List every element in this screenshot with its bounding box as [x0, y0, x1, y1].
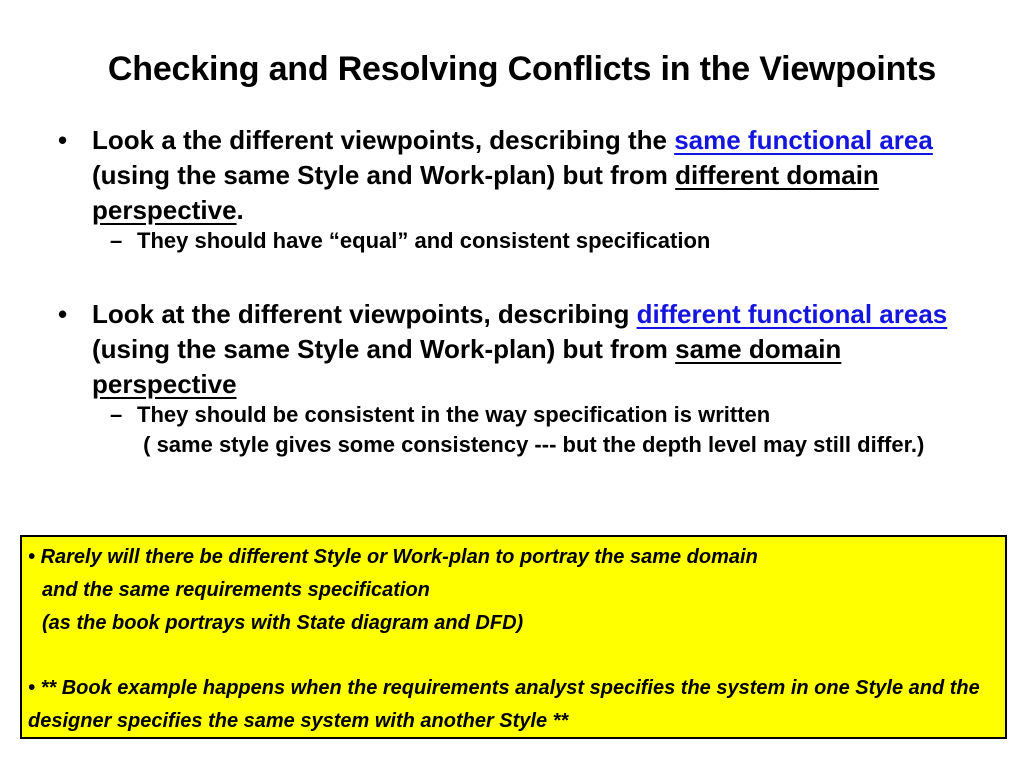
sub-bullet-2 [110, 400, 990, 460]
callout-line-2: and the same requirements specification [42, 579, 430, 601]
link-same-functional-area[interactable]: same functional area [674, 125, 933, 155]
sub-bullet-dash: – [110, 228, 123, 253]
callout-spacer [28, 640, 1005, 672]
bullet-1-text [92, 123, 958, 228]
underlined-different-domain: different domain [675, 160, 879, 190]
sub-bullet-2-text [137, 400, 957, 460]
bullet-2-mid: (using the same Style and Work-plan) but from [92, 334, 676, 364]
sub-bullet-1 [110, 226, 990, 256]
sub-bullet-2-line-1: They should be consistent in the way specification is written [137, 402, 771, 427]
bullet-dot: • [58, 299, 68, 329]
bullet-dot: • [58, 125, 68, 155]
note-callout-box [20, 535, 1007, 739]
bullet-point-1 [58, 123, 958, 228]
link-different-functional-areas[interactable]: different functional areas [636, 299, 948, 329]
underlined-perspective: perspective [92, 195, 237, 225]
bullet-1-mid: (using the same Style and Work-plan) but from [92, 160, 676, 190]
bullet-1-post: . [236, 195, 244, 225]
bullet-2-pre: Look at the different viewpoints, describing [92, 299, 637, 329]
bullet-point-2 [58, 297, 958, 402]
sub-bullet-2-line-2: ( same style gives some consistency --- but the depth level may still differ.) [137, 432, 925, 457]
callout-line-1: • Rarely will there be different Style or Work-plan to portray the same domain [28, 546, 758, 568]
underlined-same-domain-perspective: same domain perspective [92, 334, 842, 399]
slide-title: Checking and Resolving Conflicts in the Viewpoints [107, 50, 937, 88]
callout-line-3: (as the book portrays with State diagram and DFD) [42, 612, 524, 634]
sub-bullet-dash: – [110, 402, 123, 427]
bullet-2-text [92, 297, 958, 402]
sub-bullet-1-text: They should have “equal” and consistent specification [137, 228, 711, 253]
bullet-1-pre: Look a the different viewpoints, describing the [92, 125, 675, 155]
callout-line-4: • ** Book example happens when the requirements analyst specifies the system in one Style and the designer specifies the same system with another Style ** [28, 677, 980, 732]
